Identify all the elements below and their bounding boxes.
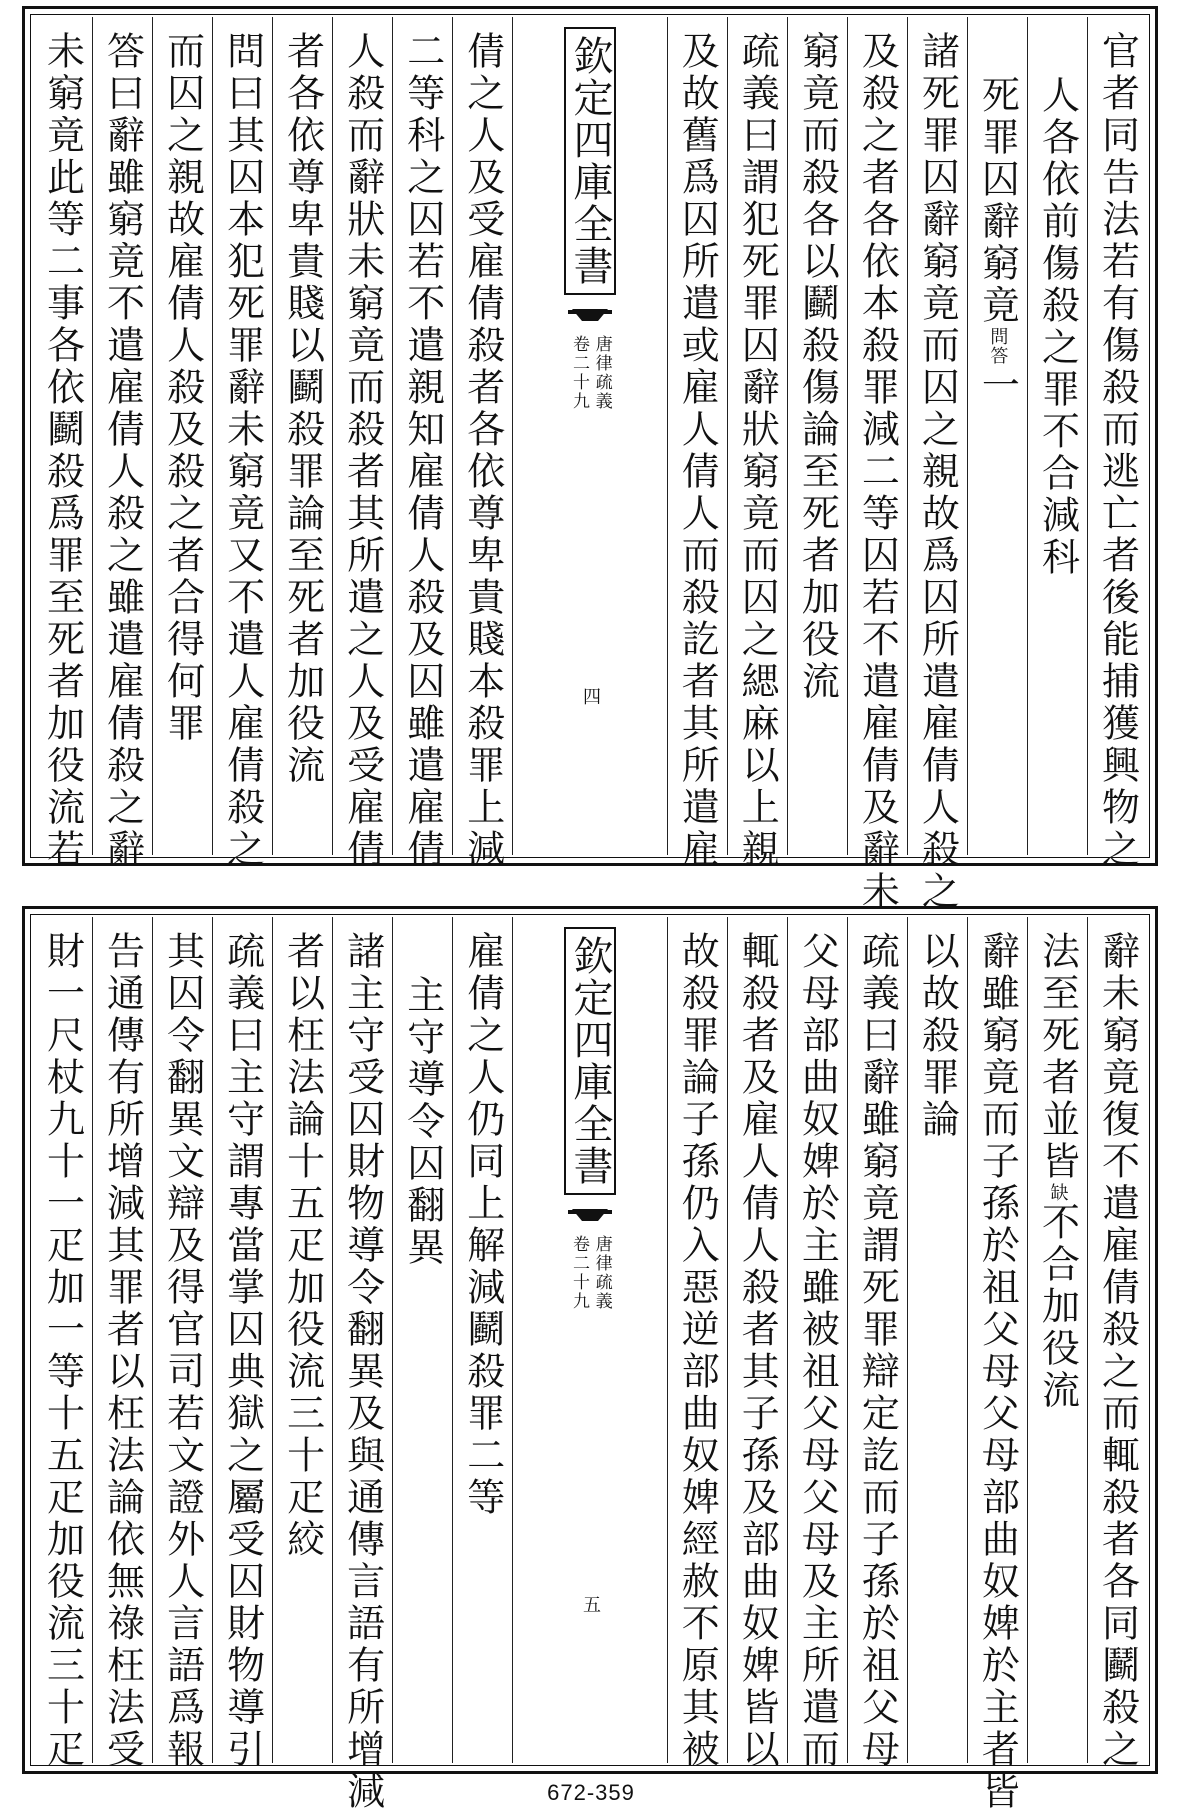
column-tail: 不合加役流	[1035, 1202, 1080, 1412]
text-column	[212, 917, 272, 1771]
column-text: 財一尺杖九十一疋加一等十五疋加役流三十疋	[40, 931, 85, 1771]
column-text: 倩之人及受雇倩殺者各依尊卑貴賤本殺罪上減	[460, 31, 505, 871]
text-column	[332, 17, 392, 871]
column-text: 者各依尊卑貴賤以鬬殺罪論至死者加役流	[280, 31, 325, 787]
text-column	[1087, 917, 1147, 1771]
column-text: 以故殺罪論	[915, 931, 960, 1141]
heading-text: 死罪囚辭窮竟	[975, 75, 1020, 327]
text-column	[847, 917, 907, 1771]
text-column	[907, 917, 967, 1763]
section-heading	[975, 75, 1020, 407]
column-text: 窮竟而殺各以鬬殺傷論至死者加役流	[795, 31, 840, 703]
text-column	[667, 17, 727, 871]
page-reference-number: 672-359	[547, 1780, 635, 1805]
column-main: 法至死者並皆	[1035, 931, 1080, 1183]
top-page	[22, 6, 1158, 913]
juan-number: 卷二十九	[569, 1235, 589, 1311]
text-column	[907, 17, 967, 913]
fish-tail-mark	[568, 1199, 612, 1225]
column-text: 人殺而辭狀未窮竟而殺者其所遣之人及受雇倩	[340, 31, 385, 871]
annotation: 缺	[1047, 1183, 1069, 1202]
column-text: 諸主守受囚財物導令翻異及與通傳言語有所增減	[340, 931, 385, 1813]
column-text: 未窮竟此等二事各依鬬殺爲罪至死者加役流若	[40, 31, 85, 871]
center-fold	[512, 917, 667, 1763]
column-text: 其囚令翻異文辯及得官司若文證外人言語爲報	[160, 931, 205, 1771]
text-column	[787, 917, 847, 1771]
text-column	[392, 17, 452, 871]
column-text: 輒殺者及雇人倩人殺者其子孫及部曲奴婢皆以	[735, 931, 780, 1771]
text-column	[33, 17, 92, 871]
column-text: 答曰辭雖窮竟不遣雇倩人殺之雖遣雇倩殺之辭	[100, 31, 145, 871]
book-title: 欽定四庫全書	[564, 27, 616, 295]
book-title: 欽定四庫全書	[564, 927, 616, 1195]
annotation: 問答	[987, 327, 1009, 365]
column-text: 諸死罪囚辭窮竟而囚之親故爲囚所遣雇倩人殺之	[915, 31, 960, 913]
column-text: 疏義曰主守謂專當掌囚典獄之屬受囚財物導引	[220, 931, 265, 1771]
text-column	[152, 917, 212, 1771]
text-column	[727, 17, 787, 871]
text-column	[967, 917, 1027, 1813]
column-text: 雇倩之人仍同上解減鬬殺罪二等	[460, 931, 505, 1519]
column-text: 二等科之囚若不遣親知雇倩人殺及囚雖遣雇倩	[400, 31, 445, 871]
section-heading: 主守導令囚翻異	[400, 975, 445, 1269]
section-heading-column	[967, 17, 1027, 855]
column-text: 及故舊爲囚所遣或雇人倩人而殺訖者其所遣雇	[675, 31, 720, 871]
book-subtitle: 唐律疏義	[591, 1235, 612, 1311]
text-column	[1027, 917, 1087, 1763]
text-column	[272, 917, 332, 1763]
text-column	[272, 17, 332, 855]
column-text: 辭雖窮竟而子孫於祖父母父母部曲奴婢於主者皆	[975, 931, 1020, 1813]
column-text: 疏義曰辭雖窮竟謂死罪辯定訖而子孫於祖父母	[855, 931, 900, 1771]
juan-number: 卷二十九	[569, 335, 589, 411]
text-column	[152, 17, 212, 855]
leaf-number: 五	[580, 1595, 601, 1613]
text-column	[847, 17, 907, 913]
column-text: 者以枉法論十五疋加役流三十疋絞	[280, 931, 325, 1561]
text-column	[1087, 17, 1147, 871]
text-column	[392, 917, 452, 1763]
column-text: 疏義曰謂犯死罪囚辭狀窮竟而囚之緦麻以上親	[735, 31, 780, 871]
column-text: 人各依前傷殺之罪不合減科	[1035, 75, 1080, 579]
text-column	[452, 17, 512, 871]
text-column	[33, 917, 92, 1771]
column-text: 告通傳有所增減其罪者以枉法論依無祿枉法受	[100, 931, 145, 1771]
column-text: 辭未窮竟復不遣雇倩殺之而輒殺者各同鬬殺之	[1095, 931, 1140, 1771]
column-text	[1035, 931, 1080, 1412]
column-text: 故殺罪論子孫仍入惡逆部曲奴婢經赦不原其被	[675, 931, 720, 1771]
text-column	[212, 17, 272, 871]
text-column	[452, 917, 512, 1763]
text-column	[92, 17, 152, 871]
text-column	[92, 917, 152, 1771]
column-text: 父母部曲奴婢於主雖被祖父母父母及主所遣而	[795, 931, 840, 1771]
text-column	[667, 917, 727, 1771]
column-text: 官者同告法若有傷殺而逃亡者後能捕獲興物之	[1095, 31, 1140, 871]
fold-labels	[569, 335, 610, 411]
top-columns	[33, 17, 1147, 913]
text-column	[1027, 17, 1087, 855]
text-column	[727, 917, 787, 1771]
book-subtitle: 唐律疏義	[591, 335, 612, 411]
column-text: 而囚之親故雇倩人殺及殺之者合得何罪	[160, 31, 205, 745]
fish-tail-mark	[568, 299, 612, 325]
leaf-number: 四	[580, 687, 601, 705]
column-text: 及殺之者各依本殺罪減二等囚若不遣雇倩及辭未	[855, 31, 900, 913]
column-text: 問曰其囚本犯死罪辭未窮竟又不遣人雇倩殺之	[220, 31, 265, 871]
heading-number: 一	[975, 365, 1020, 407]
text-column	[787, 17, 847, 855]
fold-labels	[569, 1235, 610, 1311]
center-fold	[512, 17, 667, 855]
text-column	[332, 917, 392, 1813]
